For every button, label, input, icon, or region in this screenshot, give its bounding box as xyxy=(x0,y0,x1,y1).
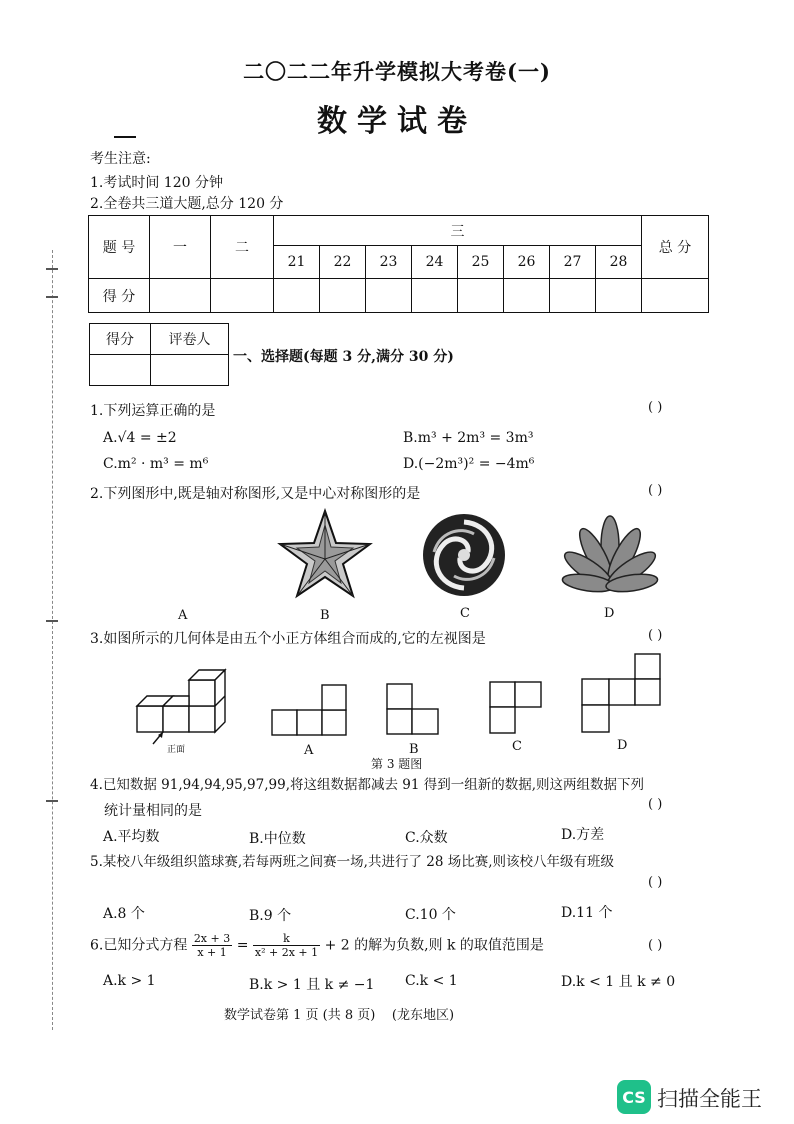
q3-label-b: B xyxy=(409,742,419,757)
q6-equals: = xyxy=(236,937,249,954)
sub-col-24: 24 xyxy=(412,246,458,279)
q1-option-c[interactable]: C.m² · m³ = m⁶ xyxy=(103,456,209,472)
col-section-2: 二 xyxy=(211,216,274,279)
camscanner-brand: 扫描全能王 xyxy=(657,1087,762,1111)
q2-label-d: D xyxy=(604,606,615,621)
page-footer: 数学试卷第 1 页 (共 8 页) (龙东地区) xyxy=(224,1008,455,1023)
binding-mark xyxy=(46,620,58,622)
q3-front-label: 正面 xyxy=(167,745,186,755)
q1-stem: 1.下列运算正确的是 xyxy=(90,403,216,419)
grader-name-cell[interactable] xyxy=(151,355,229,386)
sub-col-28: 28 xyxy=(596,246,642,279)
grader-box xyxy=(89,323,229,386)
q5-option-d[interactable]: D.11 个 xyxy=(561,905,613,921)
q5-option-b[interactable]: B.9 个 xyxy=(249,908,292,924)
q2-label-c: C xyxy=(460,606,470,621)
q2-figure-b-swirl-icon[interactable] xyxy=(420,512,508,598)
sub-col-23: 23 xyxy=(366,246,412,279)
q3-label-c: C xyxy=(512,739,522,754)
score-cell[interactable] xyxy=(320,279,366,313)
q6-stem xyxy=(90,932,544,959)
binding-mark xyxy=(46,800,58,802)
q1-option-a[interactable]: A.√4 = ±2 xyxy=(103,430,177,446)
exam-title: 二〇二二年升学模拟大考卷(一) xyxy=(243,59,551,84)
grader-score-label: 得分 xyxy=(90,324,151,355)
q5-option-a[interactable]: A.8 个 xyxy=(103,906,145,922)
score-cell[interactable] xyxy=(550,279,596,313)
q6-option-c[interactable]: C.k < 1 xyxy=(405,973,458,989)
q6-option-b[interactable]: B.k > 1 且 k ≠ −1 xyxy=(249,977,375,993)
q4-option-a[interactable]: A.平均数 xyxy=(103,829,160,845)
q6-fraction-right xyxy=(253,932,320,959)
score-table xyxy=(88,215,709,313)
col-section-3: 三 xyxy=(274,216,642,246)
q3-option-a-view-icon[interactable] xyxy=(270,683,348,738)
q2-stem: 2.下列图形中,既是轴对称图形,又是中心对称图形的是 xyxy=(90,486,421,502)
sub-col-26: 26 xyxy=(504,246,550,279)
score-cell[interactable] xyxy=(150,279,211,313)
q5-stem: 5.某校八年级组织篮球赛,若每两班之间赛一场,共进行了 28 场比赛,则该校八年级有班级 xyxy=(90,854,615,870)
grader-name-label: 评卷人 xyxy=(151,324,229,355)
q5-answer-paren[interactable]: ( ) xyxy=(648,875,663,890)
q6-frac2-numerator: k xyxy=(253,932,320,946)
col-section-1: 一 xyxy=(150,216,211,279)
sub-col-22: 22 xyxy=(320,246,366,279)
q6-frac1-denominator: x + 1 xyxy=(197,946,227,959)
notice-item-2: 2.全卷共三道大题,总分 120 分 xyxy=(90,196,284,212)
q5-option-c[interactable]: C.10 个 xyxy=(405,907,456,923)
q2-answer-paren[interactable]: ( ) xyxy=(648,483,663,498)
q3-option-d-view-icon[interactable] xyxy=(580,652,662,736)
col-total: 总 分 xyxy=(642,216,709,279)
grader-score-cell[interactable] xyxy=(90,355,151,386)
camscanner-logo: CS xyxy=(617,1080,651,1114)
q6-frac2-denominator: x² + 2x + 1 xyxy=(254,946,319,959)
score-cell[interactable] xyxy=(458,279,504,313)
q3-label-a: A xyxy=(304,743,314,758)
binding-mark xyxy=(46,296,58,298)
q4-stem-line2: 统计量相同的是 xyxy=(104,803,202,819)
score-cell[interactable] xyxy=(211,279,274,313)
q4-option-d[interactable]: D.方差 xyxy=(561,827,605,843)
sub-col-21: 21 xyxy=(274,246,320,279)
q4-answer-paren[interactable]: ( ) xyxy=(648,797,663,812)
binding-line xyxy=(52,250,53,1030)
binding-mark xyxy=(46,268,58,270)
score-cell[interactable] xyxy=(412,279,458,313)
score-cell[interactable] xyxy=(366,279,412,313)
q6-stem-post: + 2 的解为负数,则 k 的取值范围是 xyxy=(324,937,544,954)
sub-col-27: 27 xyxy=(550,246,596,279)
q1-option-d[interactable]: D.(−2m³)² = −4m⁶ xyxy=(403,456,535,472)
sub-col-25: 25 xyxy=(458,246,504,279)
q1-answer-paren[interactable]: ( ) xyxy=(648,400,663,415)
q6-stem-pre: 6.已知分式方程 xyxy=(90,937,188,954)
notice-item-1: 1.考试时间 120 分钟 xyxy=(90,175,223,191)
q6-option-a[interactable]: A.k > 1 xyxy=(103,973,156,989)
q3-option-b-view-icon[interactable] xyxy=(385,682,441,737)
q3-label-d: D xyxy=(617,738,628,753)
q4-stem-line1: 4.已知数据 91,94,94,95,97,99,将这组数据都减去 91 得到一组新的数据,则这两组数据下列 xyxy=(90,777,645,793)
score-cell[interactable] xyxy=(504,279,550,313)
q2-figure-c-petals-icon[interactable] xyxy=(555,512,665,598)
q2-label-a: A xyxy=(178,608,188,623)
score-cell[interactable] xyxy=(642,279,709,313)
q4-option-b[interactable]: B.中位数 xyxy=(249,831,306,847)
q3-caption: 第 3 题图 xyxy=(371,757,423,771)
score-cell[interactable] xyxy=(596,279,642,313)
q6-option-d[interactable]: D.k < 1 且 k ≠ 0 xyxy=(561,974,676,990)
q6-answer-paren[interactable]: ( ) xyxy=(648,938,663,953)
q6-frac1-numerator: 2x + 3 xyxy=(193,932,231,945)
row-label-question-no: 题 号 xyxy=(89,216,150,279)
q1-option-b[interactable]: B.m³ + 2m³ = 3m³ xyxy=(403,430,534,446)
decorative-dash xyxy=(114,136,136,138)
q3-stem: 3.如图所示的几何体是由五个小正方体组合而成的,它的左视图是 xyxy=(90,631,486,647)
section-1-title: 一、选择题(每题 3 分,满分 30 分) xyxy=(233,349,454,365)
score-cell[interactable] xyxy=(274,279,320,313)
row-label-score: 得 分 xyxy=(89,279,150,313)
q2-figure-a-star-icon[interactable] xyxy=(277,507,373,599)
q3-answer-paren[interactable]: ( ) xyxy=(648,628,663,643)
q3-option-c-view-icon[interactable] xyxy=(488,680,544,736)
q3-solid-figure-icon xyxy=(133,668,233,750)
q2-label-b: B xyxy=(320,608,330,623)
subject-title: 数学试卷 xyxy=(317,104,477,139)
q6-fraction-left xyxy=(192,932,232,959)
q4-option-c[interactable]: C.众数 xyxy=(405,830,448,846)
notice-heading: 考生注意: xyxy=(90,151,151,167)
